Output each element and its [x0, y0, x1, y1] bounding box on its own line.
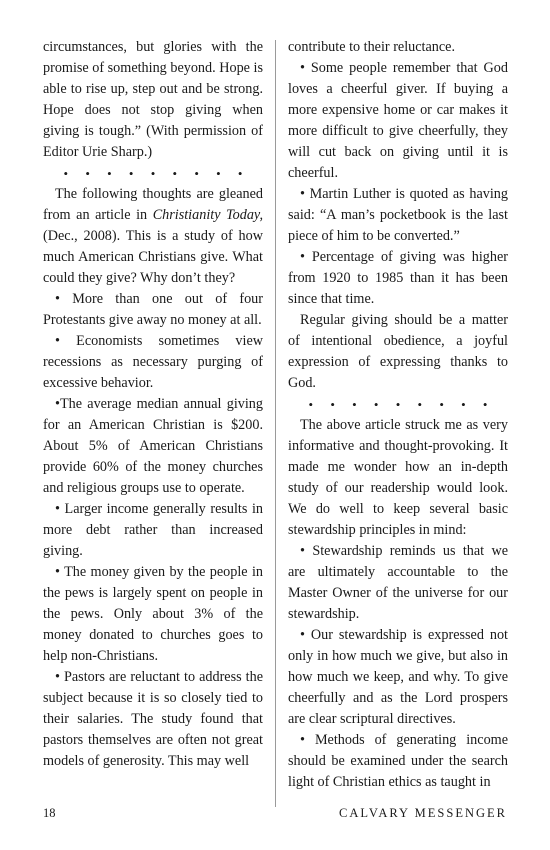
bullet-item: • Some people remember that God loves a cheerful giver. If buying a more expensive home or car makes it more difficult to give cheerfully, they will cut back on giving until it is cheerful. — [288, 60, 508, 181]
principle-item: • Methods of generating income should be examined under the search light of Christian ethics as taught in — [288, 732, 508, 790]
intro-text-before: The following thoughts are gleaned from an article in — [43, 186, 263, 223]
section-divider-left: • • • • • • • • • — [63, 166, 250, 181]
section-divider-right: • • • • • • • • • — [308, 397, 495, 412]
bullet-item: • Percentage of giving was higher from 1920 to 1985 than it has been since that time. — [288, 249, 508, 307]
bullet-item: • Pastors are reluctant to address the subject because it is so closely tied to their salaries. The study found that pastors themselves are often not great models of generosity. This may well — [43, 669, 263, 769]
magazine-title: Christianity Today, — [152, 207, 263, 223]
bullet-item: • More than one out of four Protestants give away no money at all. — [43, 291, 263, 328]
regular-giving-paragraph: Regular giving should be a matter of intentional obedience, a joyful expression of expressing thanks to God. — [288, 312, 508, 391]
article-intro-paragraph — [43, 184, 263, 289]
right-paragraph-continued: contribute to their reluctance. — [288, 39, 456, 55]
left-column — [43, 37, 263, 772]
right-column — [288, 37, 508, 793]
bullet-item: • The money given by the people in the pews is largely spent on people in the pews. Only about 3% of the money donated to churches goes to help non-Christians. — [43, 564, 263, 664]
reflection-paragraph: The above article struck me as very informative and thought-provoking. It made me wonder how an in-depth study of our readership would look. We do well to keep several basic stewardship principles in mind: — [288, 417, 508, 538]
page-number: 18 — [43, 806, 56, 820]
column-rule — [275, 40, 276, 807]
bullet-item: • Economists sometimes view recessions as necessary purging of excessive behavior. — [43, 333, 263, 391]
left-paragraph-continued: circumstances, but glories with the promise of something beyond. Hope is able to rise up, step out and be strong. Hope does not stop giving when giving is tough.” (With permission of Editor Urie Sharp.) — [43, 39, 263, 160]
page-footer — [43, 806, 507, 824]
bullet-item: •The average median annual giving for an American Christian is $200. About 5% of American Christians provide 60% of the money churches and religious groups use to operate. — [43, 396, 263, 496]
intro-text-after: (Dec., 2008). This is a study of how much American Christians give. What could they give? Why don’t they? — [43, 228, 263, 286]
principle-item: • Stewardship reminds us that we are ultimately accountable to the Master Owner of the universe for our stewardship. — [288, 543, 508, 622]
bullet-item: • Martin Luther is quoted as having said: “A man’s pocketbook is the last piece of him to be converted.” — [288, 186, 508, 244]
principle-item: • Our stewardship is expressed not only in how much we give, but also in how much we keep, and why. To give cheerfully and as the Lord prospers are clear scriptural directives. — [288, 627, 508, 727]
publication-title: CALVARY MESSENGER — [339, 806, 507, 820]
bullet-item: • Larger income generally results in more debt rather than increased giving. — [43, 501, 263, 559]
